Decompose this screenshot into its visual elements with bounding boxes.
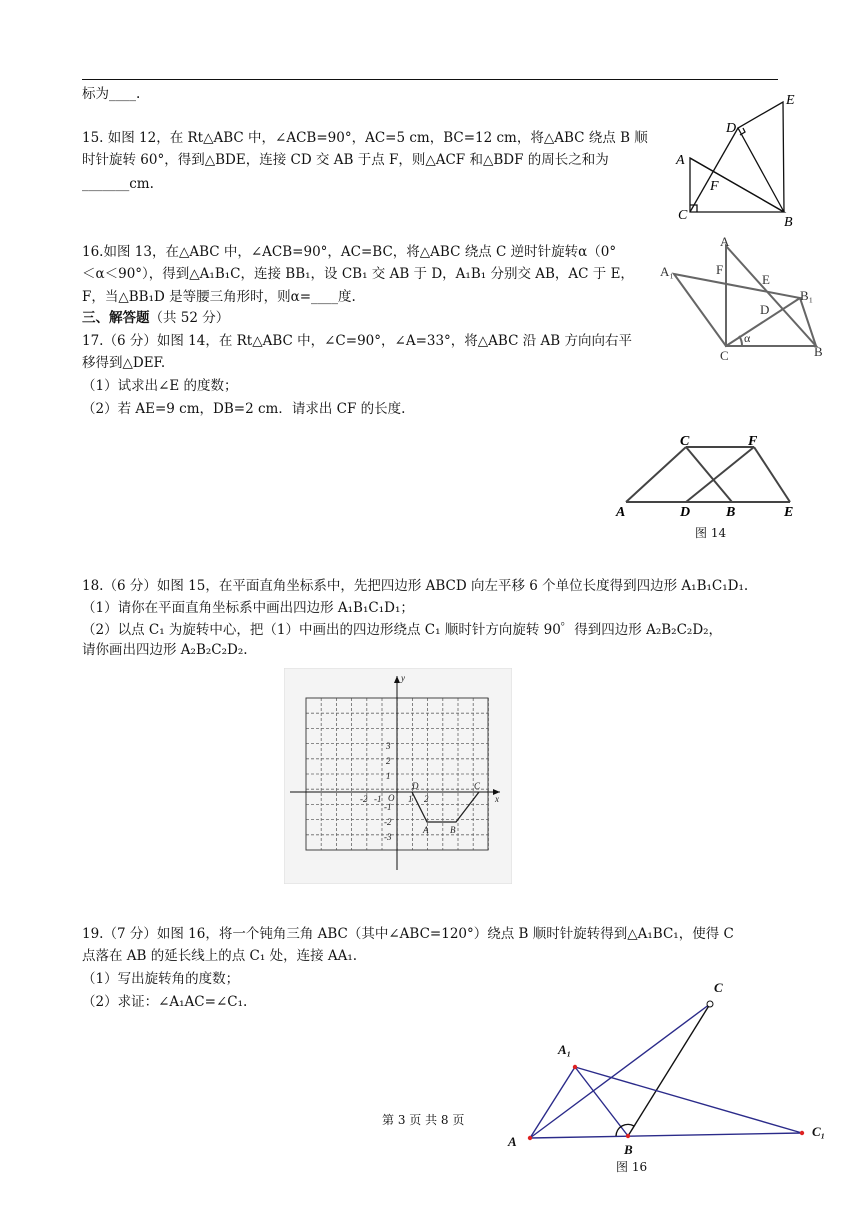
grid-xtick-m1: -1 bbox=[374, 794, 382, 804]
fig12-label-b: B bbox=[784, 215, 793, 230]
q15-line1: 15. 如图 12，在 Rt△ABC 中，∠ACB=90°，AC=5 cm，BC=12 cm，将△ABC 绕点 B 顺 bbox=[82, 130, 648, 146]
q16-line3: F，当△BB₁D 是等腰三角形时，则α=____度. bbox=[82, 289, 356, 305]
figure-16 bbox=[500, 976, 840, 1160]
top-fragment: 标为____. bbox=[82, 86, 141, 102]
grid-ytick-1: 1 bbox=[386, 771, 391, 781]
fig16-point-c bbox=[707, 1001, 713, 1007]
fig13-label-a: A bbox=[720, 234, 730, 249]
top-rule bbox=[82, 79, 778, 80]
q18-line1: 18.（6 分）如图 15，在平面直角坐标系中，先把四边形 ABCD 向左平移 6 个单位长度得到四边形 A₁B₁C₁D₁. bbox=[82, 578, 749, 594]
figure-15-grid bbox=[284, 668, 512, 884]
fig13-label-b: B bbox=[814, 344, 823, 359]
q19-sub1: （1）写出旋转角的度数； bbox=[82, 971, 240, 987]
fig13-label-b1: B₁ bbox=[800, 288, 814, 303]
section-3-title: 三、解答题 bbox=[82, 310, 150, 326]
fig14-label-c: C bbox=[680, 434, 690, 449]
q17-sub1: （1）试求出∠E 的度数； bbox=[82, 378, 238, 394]
fig16-label-a: A bbox=[508, 1134, 517, 1149]
fig16-point-a bbox=[528, 1136, 532, 1140]
q17-line2: 移得到△DEF. bbox=[82, 355, 166, 371]
fig12-label-e: E bbox=[786, 93, 795, 108]
fig12-line-cd bbox=[690, 128, 738, 212]
q17-sub2: （2）若 AE=9 cm，DB=2 cm．请求出 CF 的长度. bbox=[82, 401, 406, 417]
fig13-label-c: C bbox=[720, 348, 729, 363]
fig13-label-d: D bbox=[760, 302, 770, 317]
grid-ytick-3: 3 bbox=[386, 741, 391, 751]
q16-line1: 16.如图 13，在△ABC 中，∠ACB=90°，AC=BC，将△ABC 绕点 C 逆时针旋转α（0° bbox=[82, 244, 617, 260]
section-3-heading bbox=[82, 308, 229, 329]
fig13-triangle-a1b1c bbox=[674, 274, 800, 346]
grid-point-a: A bbox=[423, 825, 429, 835]
fig16-label-c1: C₁ bbox=[812, 1124, 826, 1139]
grid-y-label: y bbox=[401, 673, 405, 683]
fig16-caption: 图 16 bbox=[616, 1160, 648, 1174]
grid-ytick-m1: -1 bbox=[384, 802, 392, 812]
grid-point-b: B bbox=[450, 825, 456, 835]
q17-line1: 17.（6 分）如图 14，在 Rt△ABC 中，∠C=90°，∠A=33°，将△ABC 沿 AB 方向向右平 bbox=[82, 333, 632, 349]
q19-line2: 点落在 AB 的延长线上的点 C₁ 处，连接 AA₁. bbox=[82, 948, 358, 964]
fig13-label-f: F bbox=[716, 262, 724, 277]
fig14-caption: 图 14 bbox=[695, 526, 727, 540]
fig13-label-a1: A₁ bbox=[660, 264, 674, 279]
fig16-point-b bbox=[626, 1134, 630, 1138]
fig13-label-alpha: α bbox=[744, 331, 751, 345]
fig16-label-c: C bbox=[714, 980, 723, 995]
fig16-point-a1 bbox=[573, 1065, 577, 1069]
fig14-label-a: A bbox=[616, 505, 626, 520]
fig14-label-b: B bbox=[726, 505, 736, 520]
grid-x-label: x bbox=[495, 794, 499, 804]
fig13-label-e: E bbox=[762, 272, 770, 287]
grid-origin: O bbox=[388, 793, 395, 803]
grid-ytick-2: 2 bbox=[386, 756, 391, 766]
q19-line1: 19.（7 分）如图 16，将一个钝角三角 ABC（其中∠ABC=120°）绕点 B 顺时针旋转得到△A₁BC₁，使得 C bbox=[82, 926, 734, 942]
fig12-label-c: C bbox=[678, 208, 688, 223]
q18-sub2: （2）以点 C₁ 为旋转中心，把（1）中画出的四边形绕点 C₁ 顺时针方向旋转 90゜得到四边形 A₂B₂C₂D₂， bbox=[82, 622, 723, 638]
grid-xtick-m2: -2 bbox=[360, 794, 368, 804]
fig16-line-bc bbox=[628, 1004, 710, 1136]
fig16-line-ac1 bbox=[530, 1133, 802, 1138]
fig16-label-b: B bbox=[624, 1142, 633, 1157]
q15-line3: _______cm. bbox=[82, 176, 154, 192]
fig16-label-a1: A₁ bbox=[558, 1042, 572, 1057]
figure-13 bbox=[656, 234, 836, 364]
fig14-label-e: E bbox=[784, 505, 794, 520]
fig16-line-ac bbox=[530, 1004, 710, 1138]
grid-ytick-m3: -3 bbox=[384, 832, 392, 842]
fig12-triangle-bde bbox=[738, 102, 784, 212]
grid-point-d: D bbox=[412, 781, 419, 791]
fig14-label-f: F bbox=[748, 434, 758, 449]
fig12-label-d: D bbox=[726, 121, 737, 136]
page-footer: 第 3 页 共 8 页 bbox=[382, 1113, 465, 1127]
fig12-label-f: F bbox=[710, 179, 719, 194]
fig16-point-c1 bbox=[800, 1131, 804, 1135]
grid-xtick-2: 2 bbox=[424, 794, 429, 804]
section-3-note: （共 52 分） bbox=[149, 310, 230, 326]
q18-sub3: 请你画出四边形 A₂B₂C₂D₂. bbox=[82, 642, 248, 658]
grid-point-c: C bbox=[474, 781, 481, 791]
figure-14 bbox=[612, 432, 808, 520]
grid-xtick-1: 1 bbox=[408, 794, 413, 804]
fig12-label-a: A bbox=[676, 153, 685, 168]
q18-sub1: （1）请你在平面直角坐标系中画出四边形 A₁B₁C₁D₁； bbox=[82, 600, 414, 616]
q16-line2: ＜α＜90°），得到△A₁B₁C，连接 BB₁，设 CB₁ 交 AB 于 D，A₁B₁ 分别交 AB，AC 于 E， bbox=[82, 266, 634, 282]
fig13-line-bb1 bbox=[800, 298, 816, 346]
fig14-label-d: D bbox=[680, 505, 691, 520]
figure-12 bbox=[664, 88, 824, 232]
q19-sub2: （2）求证：∠A₁AC=∠C₁. bbox=[82, 994, 248, 1010]
grid-ytick-m2: -2 bbox=[384, 817, 392, 827]
q15-line2: 时针旋转 60°，得到△BDE，连接 CD 交 AB 于点 F，则△ACF 和△BDF 的周长之和为 bbox=[82, 152, 609, 168]
